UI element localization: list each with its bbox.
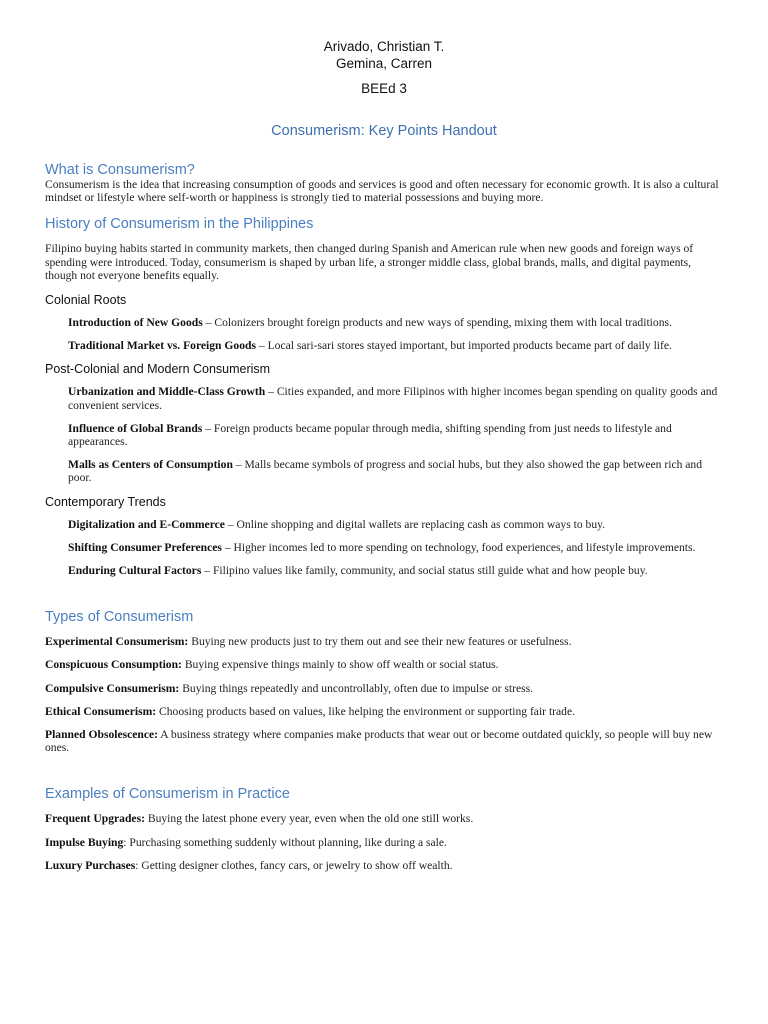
list-item — [45, 564, 723, 577]
list-item — [45, 682, 723, 695]
item-term: Conspicuous Consumption: — [45, 658, 182, 672]
list-item — [45, 339, 723, 352]
document-title: Consumerism: Key Points Handout — [271, 123, 497, 139]
item-term: Introduction of New Goods — [68, 316, 203, 330]
list-item — [45, 518, 723, 531]
item-desc: : Getting designer clothes, fancy cars, or jewelry to show off wealth. — [135, 858, 453, 872]
item-term: Experimental Consumerism: — [45, 635, 189, 649]
item-term: Influence of Global Brands — [68, 421, 203, 435]
list-item — [45, 812, 723, 825]
list-item — [45, 728, 723, 754]
list-item — [45, 836, 723, 849]
subheading-contemporary: Contemporary Trends — [45, 494, 166, 509]
list-item — [45, 385, 723, 411]
item-desc: – Online shopping and digital wallets are replacing cash as common ways to buy. — [224, 517, 606, 531]
item-desc: Choosing products based on values, like helping the environment or supporting fair trade. — [156, 704, 576, 718]
list-item — [45, 635, 723, 648]
list-item — [45, 422, 723, 448]
class-section: BEEd 3 — [361, 81, 407, 96]
item-desc: – Cities expanded, and more Filipinos with higher incomes began spending on quality goods and convenient services. — [68, 385, 718, 412]
item-desc: Buying things repeatedly and uncontrollably, often due to impulse or stress. — [179, 681, 534, 695]
heading-types: Types of Consumerism — [45, 609, 194, 626]
item-desc: – Higher incomes led to more spending on technology, food experiences, and lifestyle improvements. — [221, 540, 696, 554]
item-desc: – Colonizers brought foreign products and new ways of spending, mixing them with local traditions. — [202, 316, 672, 330]
heading-what-is: What is Consumerism? — [45, 162, 195, 178]
subheading-colonial: Colonial Roots — [45, 293, 127, 308]
item-desc: : Purchasing something suddenly without planning, like during a sale. — [123, 835, 447, 849]
item-desc: Buying the latest phone every year, even when the old one still works. — [144, 812, 474, 826]
item-term: Shifting Consumer Preferences — [68, 540, 222, 554]
item-term: Luxury Purchases — [45, 858, 136, 872]
subheading-postcolonial: Post-Colonial and Modern Consumerism — [45, 362, 271, 377]
list-item — [45, 458, 723, 484]
item-term: Ethical Consumerism: — [45, 704, 157, 718]
item-term: Urbanization and Middle-Class Growth — [68, 385, 266, 399]
item-desc: A business strategy where companies make products that wear out or become outdated quickly, so people will buy new ones. — [45, 728, 713, 755]
heading-examples: Examples of Consumerism in Practice — [45, 786, 290, 803]
item-term: Traditional Market vs. Foreign Goods — [68, 339, 256, 353]
list-item — [45, 705, 723, 718]
author-block — [45, 38, 723, 72]
item-desc: Buying new products just to try them out and see their new features or usefulness. — [188, 635, 572, 649]
item-term: Malls as Centers of Consumption — [68, 458, 233, 472]
paragraph-what-is: Consumerism is the idea that increasing consumption of goods and services is good and often necessary for economic growth. It is also a cultural mindset or lifestyle where self-worth or happiness is strongly tied to material possessions and buying more. — [45, 178, 719, 205]
heading-history: History of Consumerism in the Philippines — [45, 216, 314, 233]
item-term: Enduring Cultural Factors — [68, 564, 202, 578]
list-item — [45, 541, 723, 554]
author-name: Gemina, Carren — [335, 56, 433, 71]
item-desc: – Foreign products became popular through media, shifting spending from just needs to lifestyle and appearances. — [68, 421, 672, 449]
item-term: Frequent Upgrades: — [45, 812, 145, 826]
item-desc: Buying expensive things mainly to show off wealth or social status. — [181, 658, 499, 672]
item-desc: – Filipino values like family, community, and social status still guide what and how people buy. — [201, 564, 648, 578]
item-desc: – Local sari-sari stores stayed important, but imported products became part of daily life. — [255, 339, 672, 353]
author-name: Arivado, Christian T. — [323, 39, 445, 54]
item-term: Planned Obsolescence: — [45, 728, 159, 742]
item-term: Compulsive Consumerism: — [45, 681, 180, 695]
paragraph-history: Filipino buying habits started in community markets, then changed during Spanish and American rule when new goods and foreign ways of spending were introduced. Today, consumerism is shaped by urban life, a stronger middle class, global brands, malls, and digital payments, though not everyone benefits equally. — [45, 242, 694, 282]
item-term: Impulse Buying — [45, 835, 124, 849]
list-item — [45, 316, 723, 329]
list-item — [45, 859, 723, 872]
item-term: Digitalization and E-Commerce — [68, 517, 225, 531]
list-item — [45, 658, 723, 671]
item-desc: – Malls became symbols of progress and social hubs, but they also showed the gap between rich and poor. — [68, 458, 703, 485]
